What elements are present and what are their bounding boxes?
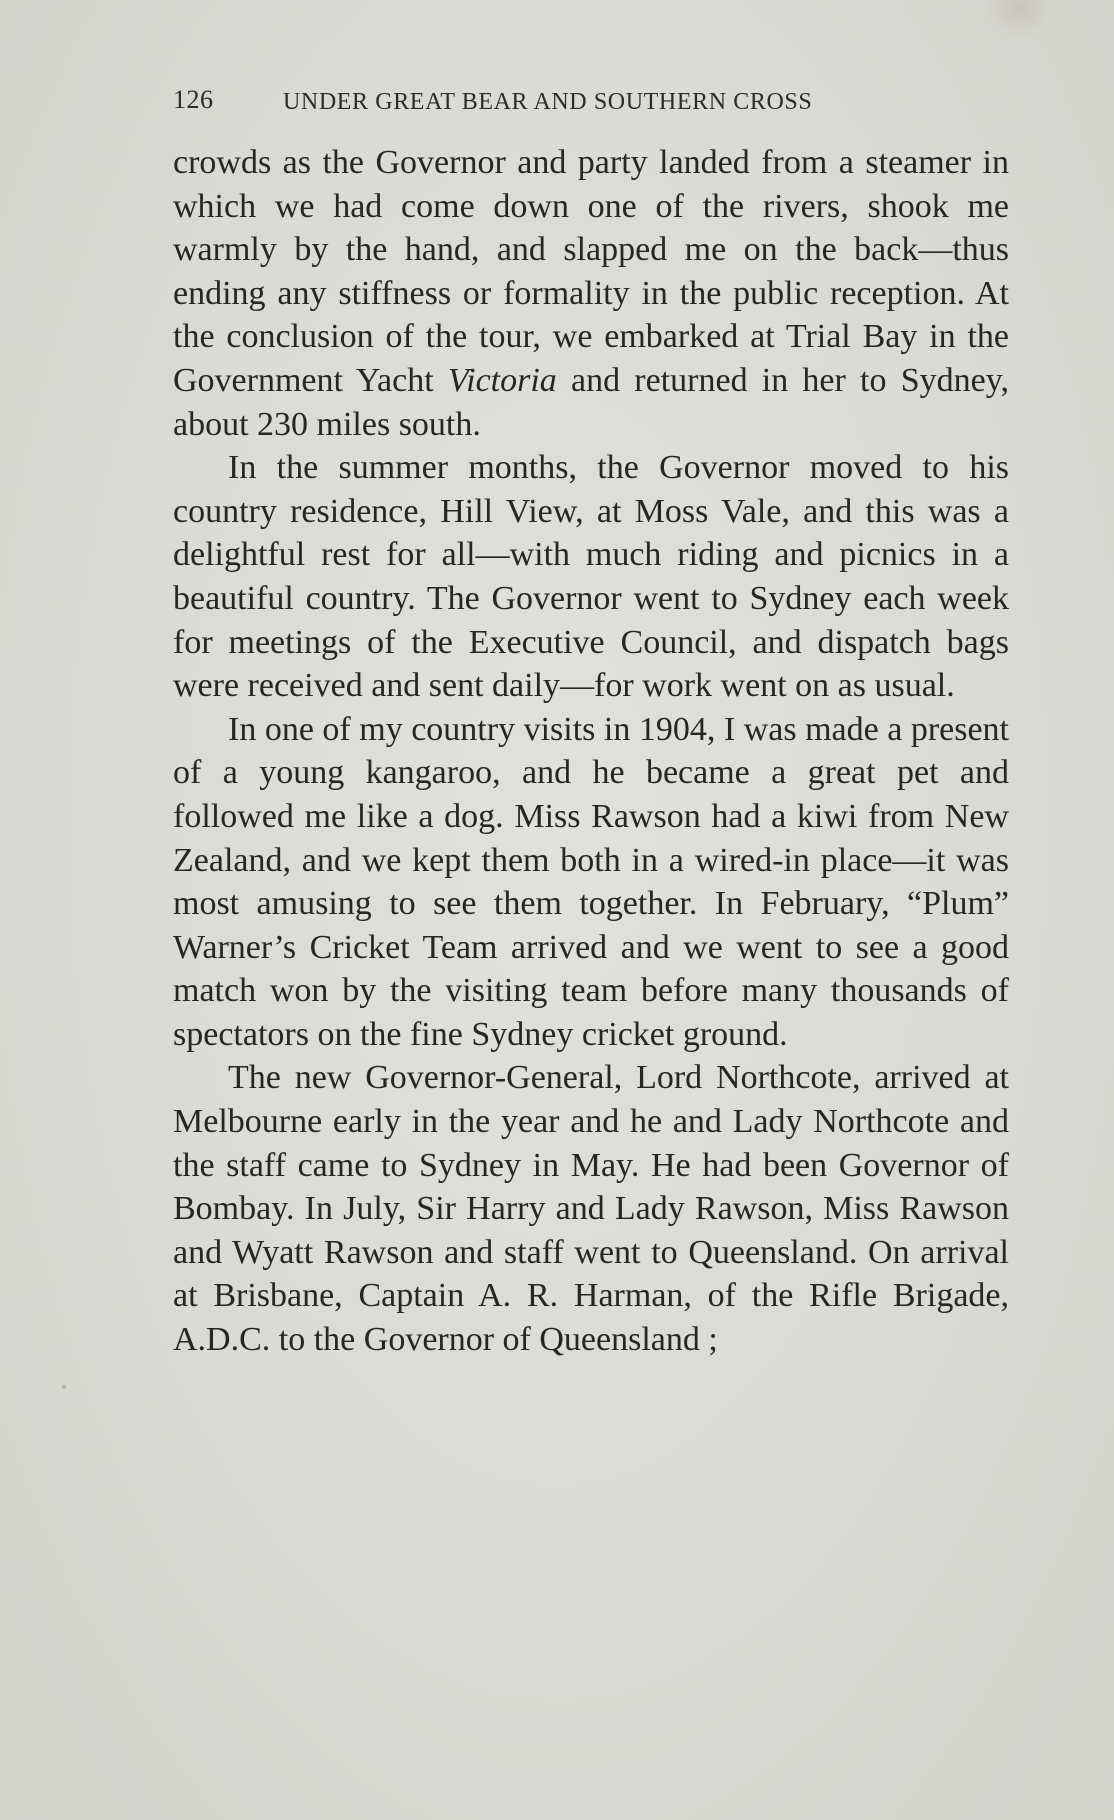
running-head <box>173 85 1011 121</box>
paragraph-4: The new Governor-General, Lord Northcote, arrived at Melbourne early in the year and he and Lady Northcote and the staff came to Sydney in May. He had been Governor of Bombay. In July, Sir Harry and Lady Rawson, Miss Rawson and Wyatt Rawson and staff went to Queensland. On arrival at Brisbane, Captain A. R. Harman, of the Rifle Brigade, A.D.C. to the Governor of Queensland ; <box>173 1059 1009 1359</box>
paragraph-1 <box>173 141 1009 446</box>
paragraph-3: In one of my country visits in 1904, I was made a present of a young kangaroo, and he became a great pet and followed me like a dog. Miss Rawson had a kiwi from New Zealand, and we kept them both in a wired-in place—it was most amusing to see them together. In February, “Plum” Warner’s Cricket Team arrived and we went to see a good match won by the visiting team before many thousands of spectators on the fine Sydney cricket ground. <box>173 710 1009 1053</box>
paragraph-1-text-end: and returned in her to Sydney, about 230 miles south. <box>173 361 1009 443</box>
paper-speck <box>62 1385 66 1389</box>
paragraph-2: In the summer months, the Governor moved to his country residence, Hill View, at Moss Vale, and this was a delightful rest for all—with much riding and picnics in a beautiful country. The Governor went to Sydney each week for meetings of the Executive Council, and dispatch bags were received and sent daily—for work went on as usual. <box>173 449 1009 705</box>
paper-stain <box>984 0 1054 40</box>
running-title: UNDER GREAT BEAR AND SOUTHERN CROSS <box>283 89 813 115</box>
ship-name: Victoria <box>447 361 557 399</box>
body-text <box>173 141 1009 1362</box>
paragraph-1-text: crowds as the Governor and party landed from a steamer in which we had come down one of the rivers, shook me warmly by the hand, and slapped me on the back—thus ending any stiffness or formality in the public reception. At the conclusion of the tour, we embarked at Trial Bay in the Government Yacht <box>173 144 1009 399</box>
page-number: 126 <box>173 85 214 114</box>
